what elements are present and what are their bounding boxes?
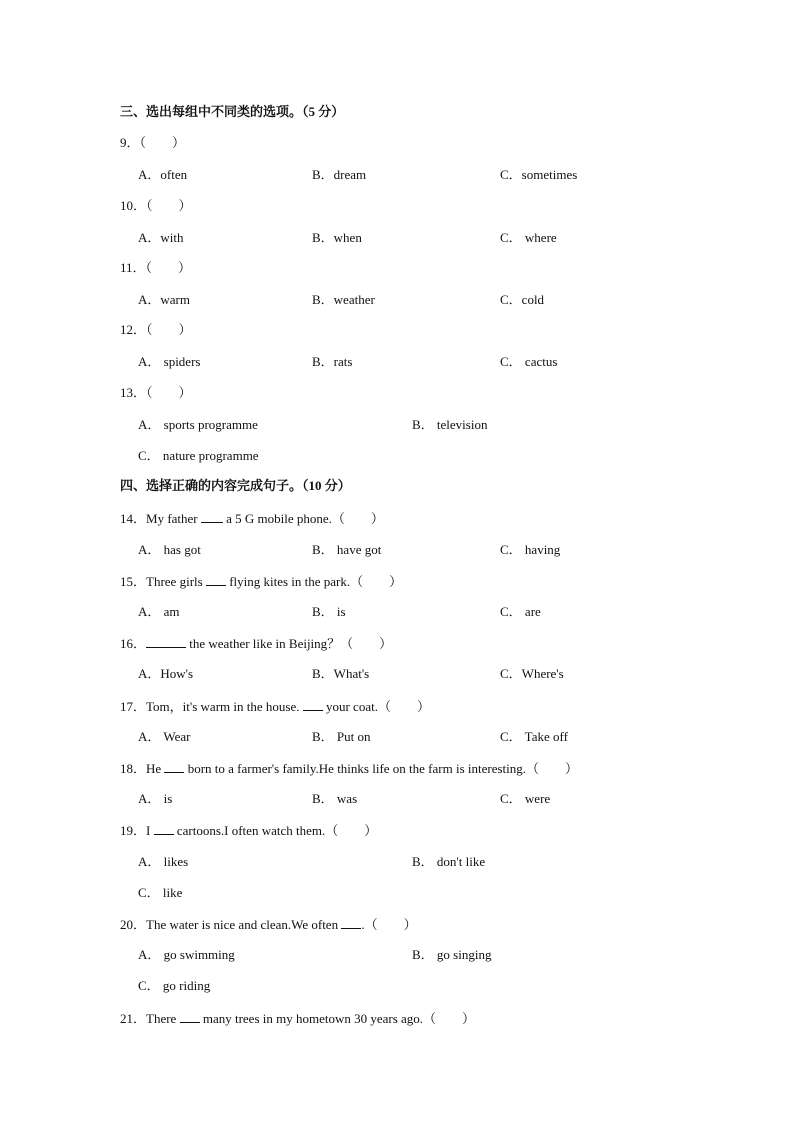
q20-text-before: The water is nice and clean.We often: [146, 917, 339, 932]
q14-option-a[interactable]: A． has got: [138, 542, 201, 557]
q14-blank: [201, 510, 223, 523]
q9-option-c[interactable]: C．sometimes: [500, 167, 578, 182]
q21-text-after: many trees in my hometown 30 years ago.（ ）: [202, 1011, 476, 1026]
question-10-stem: 10．（ ）: [120, 198, 192, 213]
q10-option-b[interactable]: B．when: [312, 230, 362, 245]
q21-blank: [180, 1010, 200, 1023]
q19-option-b[interactable]: B． don't like: [412, 854, 486, 869]
q11-option-c[interactable]: C．cold: [500, 292, 545, 307]
q17-text-before: Tom，it's warm in the house.: [146, 699, 300, 714]
q16-option-a[interactable]: A．How's: [138, 666, 194, 681]
q19-text-before: I: [146, 823, 151, 838]
q13-option-a[interactable]: A． sports programme: [138, 417, 258, 432]
q14-number: 14．: [120, 511, 147, 526]
q17-option-b[interactable]: B． Put on: [312, 729, 371, 744]
q19-blank: [154, 822, 174, 835]
q17-blank: [303, 698, 323, 711]
q18-blank: [164, 760, 184, 773]
question-20: [120, 916, 417, 933]
q19-text-after: cartoons.I often watch them.（ ）: [176, 823, 378, 838]
q20-blank: [341, 916, 361, 929]
q16-text-after: the weather like in Beijing？（ ）: [189, 636, 393, 651]
q15-text-after: flying kites in the park.（ ）: [229, 574, 403, 589]
q15-number: 15．: [120, 574, 147, 589]
q12-option-b[interactable]: B．rats: [312, 354, 353, 369]
q10-option-c[interactable]: C． where: [500, 230, 557, 245]
q11-option-b[interactable]: B．weather: [312, 292, 375, 307]
q20-option-c[interactable]: C． go riding: [138, 978, 211, 993]
q14-text-before: My father: [146, 511, 198, 526]
q21-text-before: There: [146, 1011, 177, 1026]
q19-option-a[interactable]: A． likes: [138, 854, 189, 869]
q19-option-c[interactable]: C． like: [138, 885, 183, 900]
question-11-stem: 11．（ ）: [120, 260, 192, 275]
q18-option-c[interactable]: C． were: [500, 791, 551, 806]
q19-number: 19．: [120, 823, 147, 838]
q16-option-c[interactable]: C．Where's: [500, 666, 564, 681]
q18-number: 18．: [120, 761, 147, 776]
q15-blank: [206, 573, 226, 586]
q14-text-after: a 5 G mobile phone.（ ）: [226, 511, 384, 526]
q18-text-after: born to a farmer's family.He thinks life on the farm is interesting.（ ）: [187, 761, 579, 776]
question-14: [120, 510, 384, 527]
section-4-heading: 四、选择正确的内容完成句子。（10 分）: [120, 478, 351, 493]
question-12-stem: 12．（ ）: [120, 322, 192, 337]
q18-text-before: He: [146, 761, 162, 776]
q20-number: 20．: [120, 917, 147, 932]
q15-option-b[interactable]: B． is: [312, 604, 346, 619]
question-9-stem: 9．（ ）: [120, 135, 186, 150]
question-19: [120, 822, 377, 839]
q9-option-b[interactable]: B．dream: [312, 167, 367, 182]
q18-option-a[interactable]: A． is: [138, 791, 173, 806]
q17-number: 17．: [120, 699, 147, 714]
q12-option-c[interactable]: C． cactus: [500, 354, 558, 369]
q20-option-a[interactable]: A． go swimming: [138, 947, 235, 962]
question-16: [120, 635, 392, 652]
q9-option-a[interactable]: A．often: [138, 167, 188, 182]
q13-option-c[interactable]: C． nature programme: [138, 448, 259, 463]
section-3-heading: 三、选出每组中不同类的选项。（5 分）: [120, 104, 345, 119]
q15-option-a[interactable]: A． am: [138, 604, 180, 619]
q12-option-a[interactable]: A． spiders: [138, 354, 201, 369]
q14-option-c[interactable]: C． having: [500, 542, 561, 557]
q16-option-b[interactable]: B．What's: [312, 666, 370, 681]
q13-option-b[interactable]: B． television: [412, 417, 488, 432]
q18-option-b[interactable]: B． was: [312, 791, 358, 806]
q20-option-b[interactable]: B． go singing: [412, 947, 492, 962]
q14-option-b[interactable]: B． have got: [312, 542, 382, 557]
q17-option-c[interactable]: C． Take off: [500, 729, 568, 744]
q17-option-a[interactable]: A． Wear: [138, 729, 191, 744]
q15-option-c[interactable]: C． are: [500, 604, 541, 619]
question-15: [120, 573, 402, 590]
q17-text-after: your coat.（ ）: [325, 699, 430, 714]
q15-text-before: Three girls: [146, 574, 203, 589]
q16-blank: [146, 635, 186, 648]
question-13-stem: 13．（ ）: [120, 385, 192, 400]
q10-option-a[interactable]: A．with: [138, 230, 184, 245]
question-18: [120, 760, 578, 777]
q11-option-a[interactable]: A．warm: [138, 292, 190, 307]
question-21: [120, 1010, 475, 1027]
question-17: [120, 698, 430, 715]
q21-number: 21．: [120, 1011, 147, 1026]
q20-text-after: .（ ）: [361, 917, 417, 932]
q16-number: 16．: [120, 636, 147, 651]
